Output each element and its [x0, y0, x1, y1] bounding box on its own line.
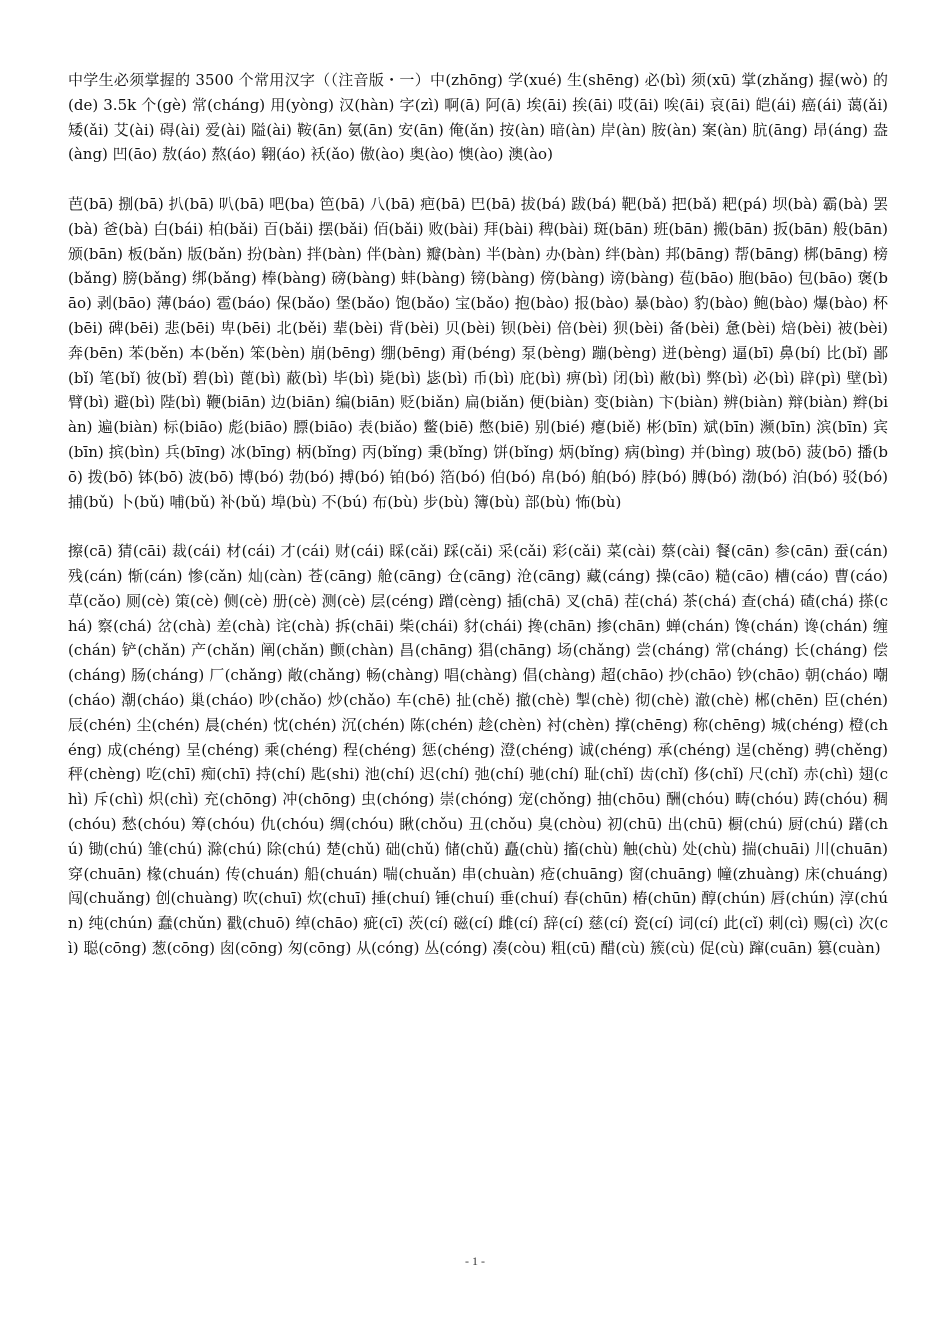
paragraph-b: 芭(bā) 捌(bā) 扒(bā) 叭(bā) 吧(ba) 笆(bā) 八(bā) 疤(bā) 巴(bā) 拔(bá) 跋(bá) 靶(bǎ) 把(bǎ) 耙(pá) 坝(bà) 霸(bà) 罢(bà) 爸(bà) 白(bái) 柏(bǎi) 百(bǎi) 摆(bǎi) 佰(bǎi) 败(bài) 拜(bài) 稗(bài) 斑(bān) 班(bān) 搬(bān) 扳(bān) 般(bān) 颁(bān) 板(bǎn) 版(bǎn) 扮(bàn) 拌(bàn) 伴(bàn) 瓣(bàn) 半(bàn) 办(bàn) 绊(bàn) 邦(bāng) 帮(bāng) 梆(bāng) 榜(bǎng) 膀(bǎng) 绑(bǎng) 棒(bàng) 磅(bàng) 蚌(bàng) 镑(bàng) 傍(bàng) 谤(bàng) 苞(bāo) 胞(bāo) 包(bāo) 褒(bāo) 剥(bāo) 薄(báo) 雹(báo) 保(bǎo) 堡(bǎo) 饱(bǎo) 宝(bǎo) 抱(bào) 报(bào) 暴(bào) 豹(bào) 鲍(bào) 爆(bào) 杯(bēi) 碑(bēi) 悲(bēi) 卑(bēi) 北(běi) 辈(bèi) 背(bèi) 贝(bèi) 钡(bèi) 倍(bèi) 狈(bèi) 备(bèi) 惫(bèi) 焙(bèi) 被(bèi) 奔(bēn) 苯(běn) 本(běn) 笨(bèn) 崩(bēng) 绷(bēng) 甭(béng) 泵(bèng) 蹦(bèng) 迸(bèng) 逼(bī) 鼻(bí) 比(bǐ) 鄙(bǐ) 笔(bǐ) 彼(bǐ) 碧(bì) 蓖(bì) 蔽(bì) 毕(bì) 毙(bì) 毖(bì) 币(bì) 庇(bì) 痹(bì) 闭(bì) 敝(bì) 弊(bì) 必(bì) 辟(pì) 壁(bì) 臂(bì) 避(bì) 陛(bì) 鞭(biān) 边(biān) 编(biān) 贬(biǎn) 扁(biǎn) 便(biàn) 变(biàn) 卞(biàn) 辨(biàn) 辩(biàn) 辫(biàn) 遍(biàn) 标(biāo) 彪(biāo) 膘(biāo) 表(biǎo) 鳖(biē) 憋(biē) 别(bié) 瘪(biě) 彬(bīn) 斌(bīn) 濒(bīn) 滨(bīn) 宾(bīn) 摈(bìn) 兵(bīng) 冰(bīng) 柄(bǐng) 丙(bǐng) 秉(bǐng) 饼(bǐng) 炳(bǐng) 病(bìng) 并(bìng) 玻(bō) 菠(bō) 播(bō) 拨(bō) 钵(bō) 波(bō) 博(bó) 勃(bó) 搏(bó) 铂(bó) 箔(bó) 伯(bó) 帛(bó) 舶(bó) 脖(bó) 膊(bó) 渤(bó) 泊(bó) 驳(bó) 捕(bǔ) 卜(bǔ) 哺(bǔ) 补(bǔ) 埠(bù) 不(bú) 布(bù) 步(bù) 簿(bù) 部(bù) 怖(bù) — [68, 194, 888, 511]
page-number: - 1 - — [465, 1254, 485, 1268]
paragraph-c: 擦(cā) 猜(cāi) 裁(cái) 材(cái) 才(cái) 财(cái) 睬(cǎi) 踩(cǎi) 采(cǎi) 彩(cǎi) 菜(cài) 蔡(cài) 餐(cān) 参(cān) 蚕(cán) 残(cán) 惭(cán) 惨(cǎn) 灿(càn) 苍(cāng) 舱(cāng) 仓(cāng) 沧(cāng) 藏(cáng) 操(cāo) 糙(cāo) 槽(cáo) 曹(cáo) 草(cǎo) 厕(cè) 策(cè) 侧(cè) 册(cè) 测(cè) 层(céng) 蹭(cèng) 插(chā) 叉(chā) 茬(chá) 茶(chá) 查(chá) 碴(chá) 搽(chá) 察(chá) 岔(chà) 差(chà) 诧(chà) 拆(chāi) 柴(chái) 豺(chái) 搀(chān) 掺(chān) 蝉(chán) 馋(chán) 谗(chán) 缠(chán) 铲(chǎn) 产(chǎn) 阐(chǎn) 颤(chàn) 昌(chāng) 猖(chāng) 场(chǎng) 尝(cháng) 常(cháng) 长(cháng) 偿(cháng) 肠(cháng) 厂(chǎng) 敞(chǎng) 畅(chàng) 唱(chàng) 倡(chàng) 超(chāo) 抄(chāo) 钞(chāo) 朝(cháo) 嘲(cháo) 潮(cháo) 巢(cháo) 吵(chǎo) 炒(chǎo) 车(chē) 扯(chě) 撤(chè) 掣(chè) 彻(chè) 澈(chè) 郴(chēn) 臣(chén) 辰(chén) 尘(chén) 晨(chén) 忱(chén) 沉(chén) 陈(chén) 趁(chèn) 衬(chèn) 撑(chēng) 称(chēng) 城(chéng) 橙(chéng) 成(chéng) 呈(chéng) 乘(chéng) 程(chéng) 惩(chéng) 澄(chéng) 诚(chéng) 承(chéng) 逞(chěng) 骋(chěng) 秤(chèng) 吃(chī) 痴(chī) 持(chí) 匙(shi) 池(chí) 迟(chí) 弛(chí) 驰(chí) 耻(chǐ) 齿(chǐ) 侈(chǐ) 尺(chǐ) 赤(chì) 翅(chì) 斥(chì) 炽(chì) 充(chōng) 冲(chōng) 虫(chóng) 崇(chóng) 宠(chǒng) 抽(chōu) 酬(chóu) 畴(chóu) 踌(chóu) 稠(chóu) 愁(chóu) 筹(chóu) 仇(chóu) 绸(chóu) 瞅(chǒu) 丑(chǒu) 臭(chòu) 初(chū) 出(chū) 橱(chú) 厨(chú) 躇(chú) 锄(chú) 雏(chú) 滁(chú) 除(chú) 楚(chǔ) 础(chǔ) 储(chǔ) 矗(chù) 搐(chù) 触(chù) 处(chù) 揣(chuāi) 川(chuān) 穿(chuān) 椽(chuán) 传(chuán) 船(chuán) 喘(chuǎn) 串(chuàn) 疮(chuāng) 窗(chuāng) 幢(zhuàng) 床(chuáng) 闯(chuǎng) 创(chuàng) 吹(chuī) 炊(chuī) 捶(chuí) 锤(chuí) 垂(chuí) 春(chūn) 椿(chūn) 醇(chún) 唇(chún) 淳(chún) 纯(chún) 蠢(chǔn) 戳(chuō) 绰(chāo) 疵(cī) 茨(cí) 磁(cí) 雌(cí) 辞(cí) 慈(cí) 瓷(cí) 词(cí) 此(cǐ) 刺(cì) 赐(cì) 次(cì) 聪(cōng) 葱(cōng) 囱(cōng) 匆(cōng) 从(cóng) 丛(cóng) 凑(còu) 粗(cū) 醋(cù) 簇(cù) 促(cù) 蹿(cuān) 篡(cuàn) — [68, 542, 888, 957]
document-body — [68, 68, 888, 961]
paragraph-intro-a: 中学生必须掌握的 3500 个常用汉字（（注音版・一）中(zhōng) 学(xué) 生(shēng) 必(bì) 须(xū) 掌(zhǎng) 握(wò) 的(de) 3.5k 个(gè) 常(cháng) 用(yòng) 汉(hàn) 字(zì) 啊(ā) 阿(ā) 埃(āi) 挨(āi) 哎(āi) 唉(āi) 哀(āi) 皑(ái) 癌(ái) 蔼(ǎi) 矮(ǎi) 艾(ài) 碍(ài) 爱(ài) 隘(ài) 鞍(ān) 氨(ān) 安(ān) 俺(ǎn) 按(àn) 暗(àn) 岸(àn) 胺(àn) 案(àn) 肮(āng) 昂(áng) 盎(àng) 凹(āo) 敖(áo) 熬(áo) 翱(áo) 袄(ǎo) 傲(ào) 奥(ào) 懊(ào) 澳(ào) — [68, 71, 888, 164]
